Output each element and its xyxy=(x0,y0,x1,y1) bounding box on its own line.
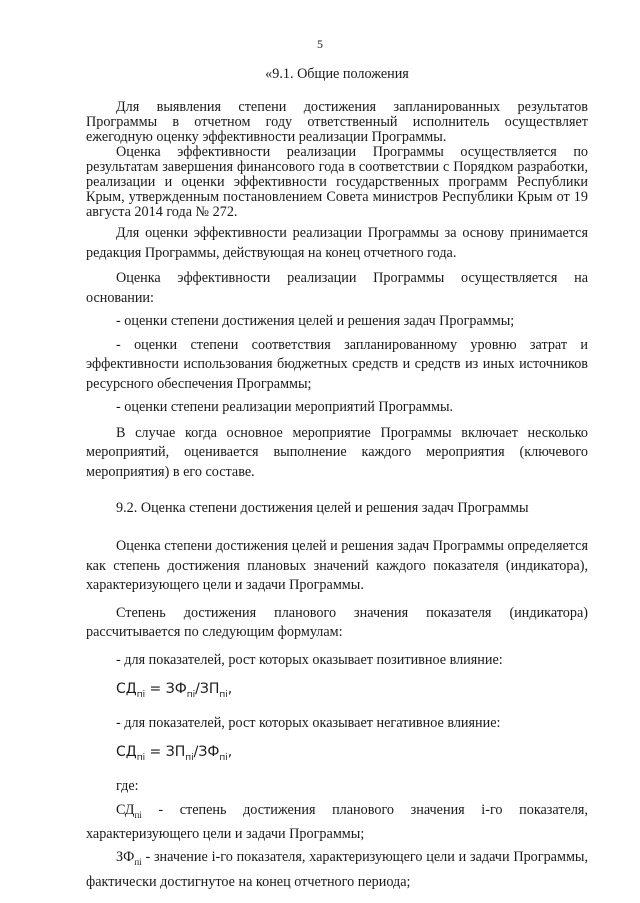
page-number: 5 xyxy=(317,37,323,51)
paragraph-purpose: Для выявления степени достижения запланированных результатов Программы в отчетном году ответственный исполнитель осуществляет ежегодную оценку эффективности реализации Программы. xyxy=(86,99,588,145)
paragraph-edition: Для оценки эффективности реализации Программы за основу принимается редакция Программы, действующая на конец отчетного года. xyxy=(86,225,588,261)
bullet-activities: - оценки степени реализации мероприятий Программы. xyxy=(116,399,454,415)
document-body xyxy=(86,66,588,892)
formula-positive: $СД_{пі} = ЗФ_{пі}/ЗП_{пі}$, xyxy=(116,681,233,700)
paragraph-assessment: Оценка степени достижения целей и решения задач Программы определяется как степень достижения плановых значений каждого показателя (индикатора), характеризующего цели и задачи Программы. xyxy=(86,538,588,593)
label-negative-indicators: - для показателей, рост которых оказывает негативное влияние: xyxy=(116,714,501,731)
definition-sd: $СД_{пі}$ - степень достижения планового значения і-го показателя, характеризующего цели и задачи Программы; xyxy=(86,801,588,842)
paragraph-basis: Оценка эффективности реализации Программы осуществляется по результатам завершения финансового года в соответствии с Порядком разработки, реализации и оценки эффективности государственных программ Республики Крым, утвержденным постановлением Совета министров Республики Крым от 19 августа 2014 года № 272. xyxy=(86,144,588,220)
section-title-9-1: «9.1. Общие положения xyxy=(265,66,409,82)
paragraph-multiple-activities: В случае когда основное мероприятие Программы включает несколько мероприятий, оценивается выполнение каждого мероприятия (ключевого мероприятия) в его составе. xyxy=(86,424,588,480)
paragraph-formula-intro: Степень достижения планового значения показателя (индикатора) рассчитывается по следующим формулам: xyxy=(86,604,588,640)
bullet-goals: - оценки степени достижения целей и решения задач Программы; xyxy=(116,313,515,329)
paragraph-grounds: Оценка эффективности реализации Программы осуществляется на основании: xyxy=(86,270,588,306)
label-positive-indicators: - для показателей, рост которых оказывает позитивное влияние: xyxy=(116,651,503,668)
definition-zf: $ЗФ_{пі}$ - значение і-го показателя, характеризующего цели и задачи Программы, фактически достигнутое на конец отчетного периода; xyxy=(86,849,588,890)
formula-negative: $СД_{пі} = ЗП_{пі}/ЗФ_{пі}$, xyxy=(116,744,233,764)
section-title-9-2: 9.2. Оценка степени достижения целей и решения задач Программы xyxy=(116,500,529,516)
bullet-costs: - оценки степени соответствия запланированному уровню затрат и эффективности использования бюджетных средств и средств из иных источников ресурсного обеспечения Программы; xyxy=(86,336,588,392)
label-where: где: xyxy=(116,778,139,795)
